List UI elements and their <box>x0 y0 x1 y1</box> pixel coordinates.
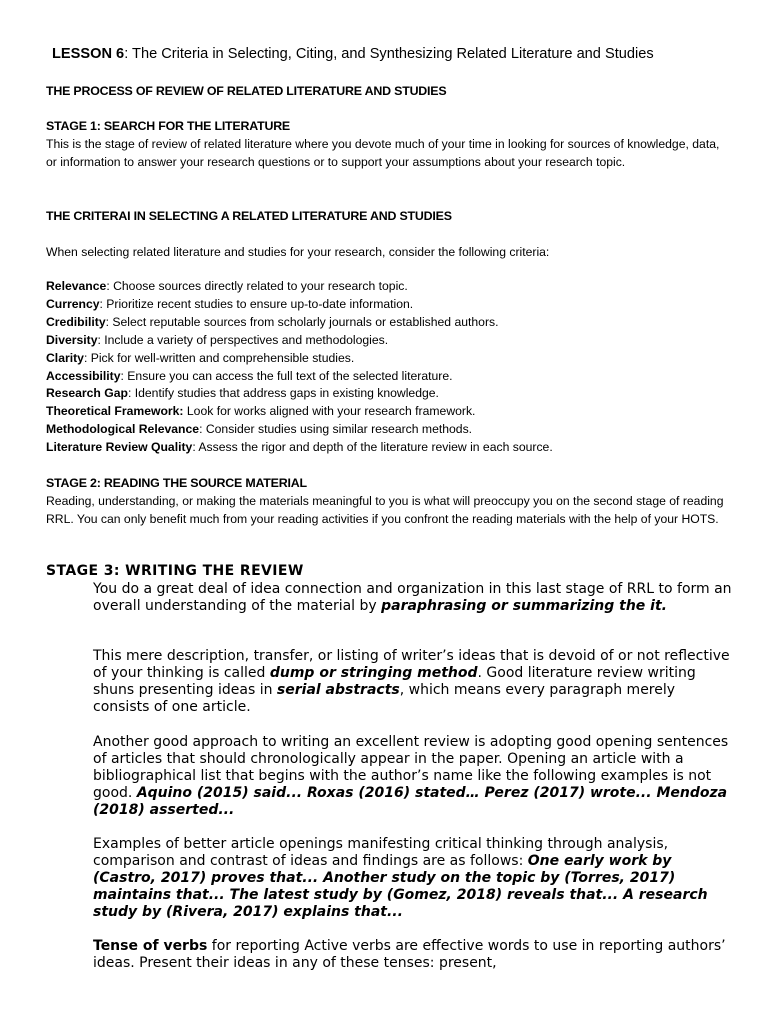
stage3-p4-emphasis: One early work by (Castro, 2017) proves that... Another study on the topic by (Torres, 2017) maintains that... The latest study by (Gomez, 2018) reveals that... A research study by (Rivera, 2017) explains that... <box>93 853 708 920</box>
criteria-term: Theoretical Framework: <box>46 404 184 419</box>
stage3-paragraph-2 <box>93 648 733 716</box>
stage3-p2-text-3: , which means every paragraph merely consists of one article. <box>93 682 676 715</box>
stage3-p3-text: Another good approach to writing an excellent review is adopting good opening sentences of articles that should chronologically appear in the paper. Opening an article with a bibliographical list that begins with the author’s name like the following examples is not good. <box>93 734 729 801</box>
criteria-item <box>46 439 736 457</box>
stage3-p1-emphasis: paraphrasing or summarizing the it. <box>381 598 667 614</box>
criteria-list <box>46 278 736 457</box>
stage1-body: This is the stage of review of related literature where you devote much of your time in looking for sources of knowledge, data, or information to answer your research questions or to support your assumptions about your research topic. <box>46 137 720 169</box>
criteria-item <box>46 314 736 332</box>
criteria-term: Research Gap <box>46 386 128 401</box>
criteria-term: Credibility <box>46 314 106 329</box>
stage3-p2-emphasis-2: serial abstracts <box>276 682 400 698</box>
stage3-paragraph-5 <box>93 938 733 972</box>
stage3-heading: STAGE 3: WRITING THE REVIEW <box>46 563 304 579</box>
stage3-p4-text: Examples of better article openings manifesting critical thinking through analysis, comparison and contrast of ideas and findings are as follows: <box>93 836 669 869</box>
criteria-item <box>46 296 736 314</box>
criteria-term: Methodological Relevance <box>46 422 200 437</box>
stage3-p2-text-1: This mere description, transfer, or listing of writer’s ideas that is devoid of or not reflective of your thinking is called <box>93 648 730 681</box>
stage3-paragraph-1 <box>93 581 733 615</box>
criteria-item <box>46 332 736 350</box>
criteria-description: : Select reputable sources from scholarly journals or established authors. <box>105 314 499 329</box>
criteria-description: : Include a variety of perspectives and methodologies. <box>97 332 389 347</box>
criteria-heading: THE CRITERAI IN SELECTING A RELATED LITERATURE AND STUDIES <box>46 209 452 223</box>
stage3-p1-text: You do a great deal of idea connection and organization in this last stage of RRL to form an overall understanding of the material by <box>93 581 732 614</box>
criteria-description: : Pick for well-written and comprehensible studies. <box>83 350 355 365</box>
criteria-item <box>46 368 736 386</box>
criteria-description: : Prioritize recent studies to ensure up-to-date information. <box>99 296 414 311</box>
criteria-term: Literature Review Quality <box>46 440 193 455</box>
process-heading: THE PROCESS OF REVIEW OF RELATED LITERATURE AND STUDIES <box>46 84 447 98</box>
criteria-description: : Consider studies using similar research methods. <box>199 422 473 437</box>
stage3-p2-emphasis-1: dump or stringing method <box>269 665 478 681</box>
criteria-item <box>46 278 736 296</box>
stage3-p5-text: for reporting Active verbs are effective words to use in reporting authors’ ideas. Present their ideas in any of these tenses: present, <box>93 938 726 971</box>
criteria-intro: When selecting related literature and studies for your research, consider the following criteria: <box>46 245 550 259</box>
criteria-description: : Assess the rigor and depth of the literature review in each source. <box>192 440 553 455</box>
lesson-title-text: : The Criteria in Selecting, Citing, and Synthesizing Related Literature and Studies <box>124 46 654 62</box>
criteria-item <box>46 350 736 368</box>
criteria-item <box>46 385 736 403</box>
stage3-paragraph-3 <box>93 734 733 819</box>
criteria-description: Look for works aligned with your research framework. <box>183 404 476 419</box>
stage3-p2-text-2: . Good literature review writing shuns presenting ideas in <box>93 665 696 698</box>
stage2-heading: STAGE 2: READING THE SOURCE MATERIAL <box>46 476 307 490</box>
criteria-term: Currency <box>46 296 100 311</box>
stage1-heading: STAGE 1: SEARCH FOR THE LITERATURE <box>46 119 291 133</box>
criteria-description: : Ensure you can access the full text of the selected literature. <box>120 368 453 383</box>
criteria-description: : Identify studies that address gaps in existing knowledge. <box>127 386 439 401</box>
criteria-term: Clarity <box>46 350 84 365</box>
criteria-item <box>46 403 736 421</box>
stage2-body: Reading, understanding, or making the materials meaningful to you is what will preoccupy you on the second stage of reading RRL. You can only benefit much from your reading activities if you confront the reading materials with the help of your HOTS. <box>46 494 724 526</box>
stage3-p3-emphasis: Aquino (2015) said... Roxas (2016) stated… Perez (2017) wrote... Mendoza (2018) asserted... <box>93 785 728 818</box>
criteria-term: Accessibility <box>46 368 121 383</box>
lesson-title <box>52 44 752 64</box>
criteria-term: Relevance <box>46 279 107 293</box>
stage3-p5-bold: Tense of verbs <box>93 938 208 954</box>
lesson-label: LESSON 6 <box>52 46 125 62</box>
criteria-term: Diversity <box>46 332 98 347</box>
stage3-paragraph-4 <box>93 836 733 921</box>
criteria-item <box>46 421 736 439</box>
criteria-description: : Choose sources directly related to your research topic. <box>106 279 408 293</box>
